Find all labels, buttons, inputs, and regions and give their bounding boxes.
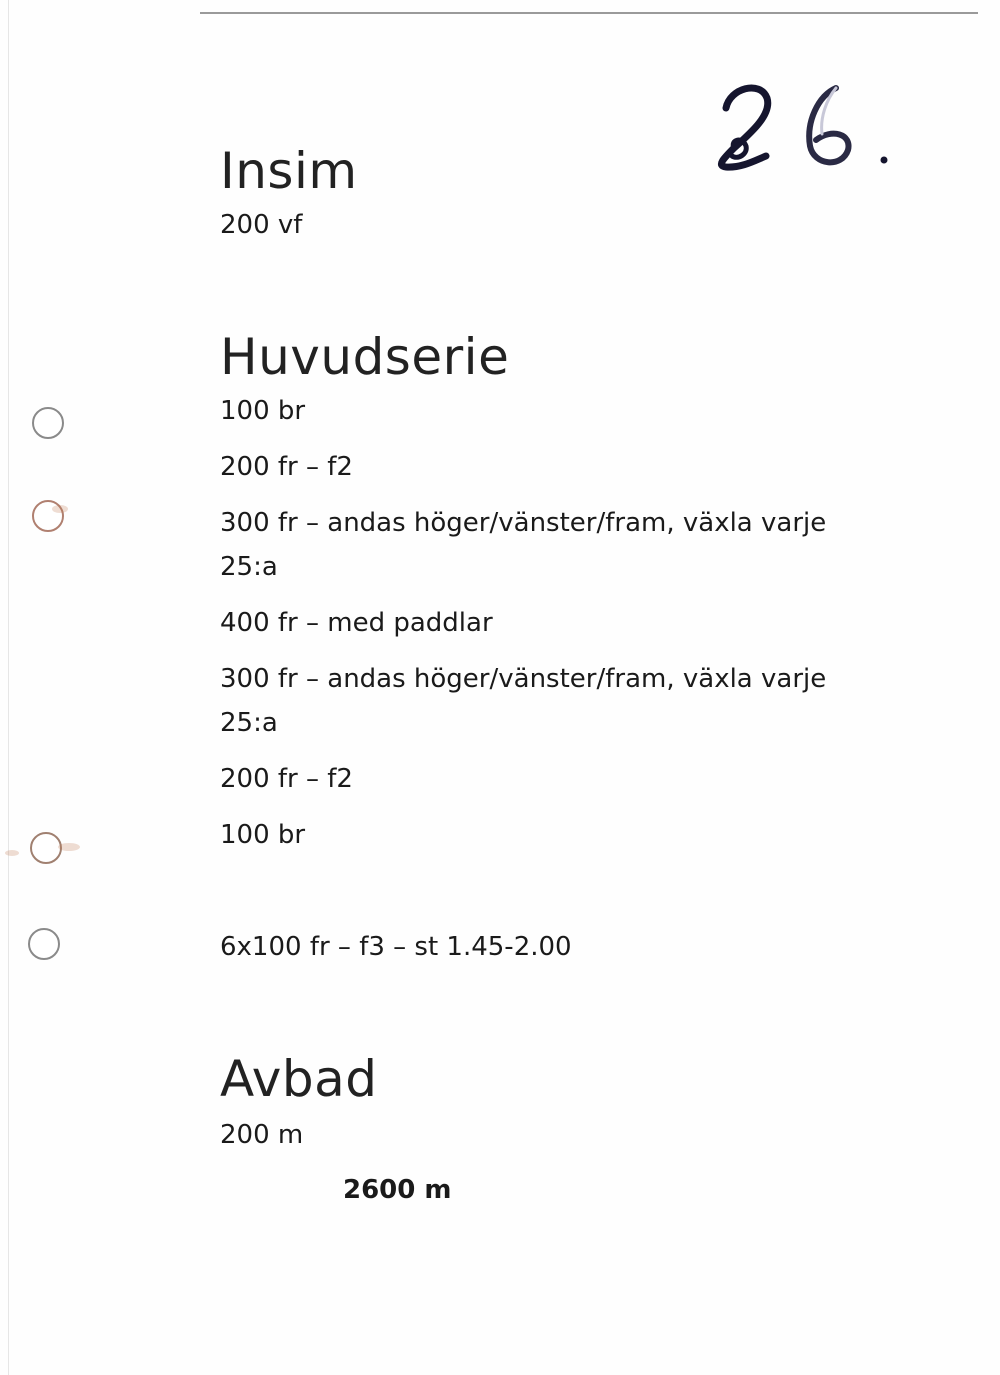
- paper-stain: [5, 850, 19, 856]
- main-set-item: 100 br: [220, 820, 306, 850]
- main-set-item: 200 fr – f2: [220, 452, 353, 482]
- section-title-avbad: Avbad: [220, 1050, 378, 1108]
- section-title-huvudserie: Huvudserie: [220, 328, 510, 386]
- punch-hole: [30, 832, 62, 864]
- punch-hole: [28, 928, 60, 960]
- cooldown-item: 200 m: [220, 1120, 304, 1150]
- handwritten-page-number: [712, 70, 902, 180]
- main-set-item: 300 fr – andas höger/vänster/fram, växla varje: [220, 664, 827, 694]
- total-distance: 2600 m: [343, 1175, 452, 1205]
- main-set-item: 300 fr – andas höger/vänster/fram, växla varje: [220, 508, 827, 538]
- interval-set: 6x100 fr – f3 – st 1.45-2.00: [220, 932, 572, 962]
- main-set-item: 400 fr – med paddlar: [220, 608, 493, 638]
- main-set-item: 200 fr – f2: [220, 764, 353, 794]
- warmup-item: 200 vf: [220, 210, 303, 240]
- punch-hole: [32, 407, 64, 439]
- main-set-item-continued: 25:a: [220, 708, 278, 738]
- main-set-item-continued: 25:a: [220, 552, 278, 582]
- main-set-item: 100 br: [220, 396, 306, 426]
- page-edge: [8, 0, 9, 1375]
- top-border-line: [200, 12, 978, 14]
- section-title-insim: Insim: [220, 142, 358, 200]
- paper-stain: [58, 843, 80, 851]
- paper-stain: [52, 505, 68, 513]
